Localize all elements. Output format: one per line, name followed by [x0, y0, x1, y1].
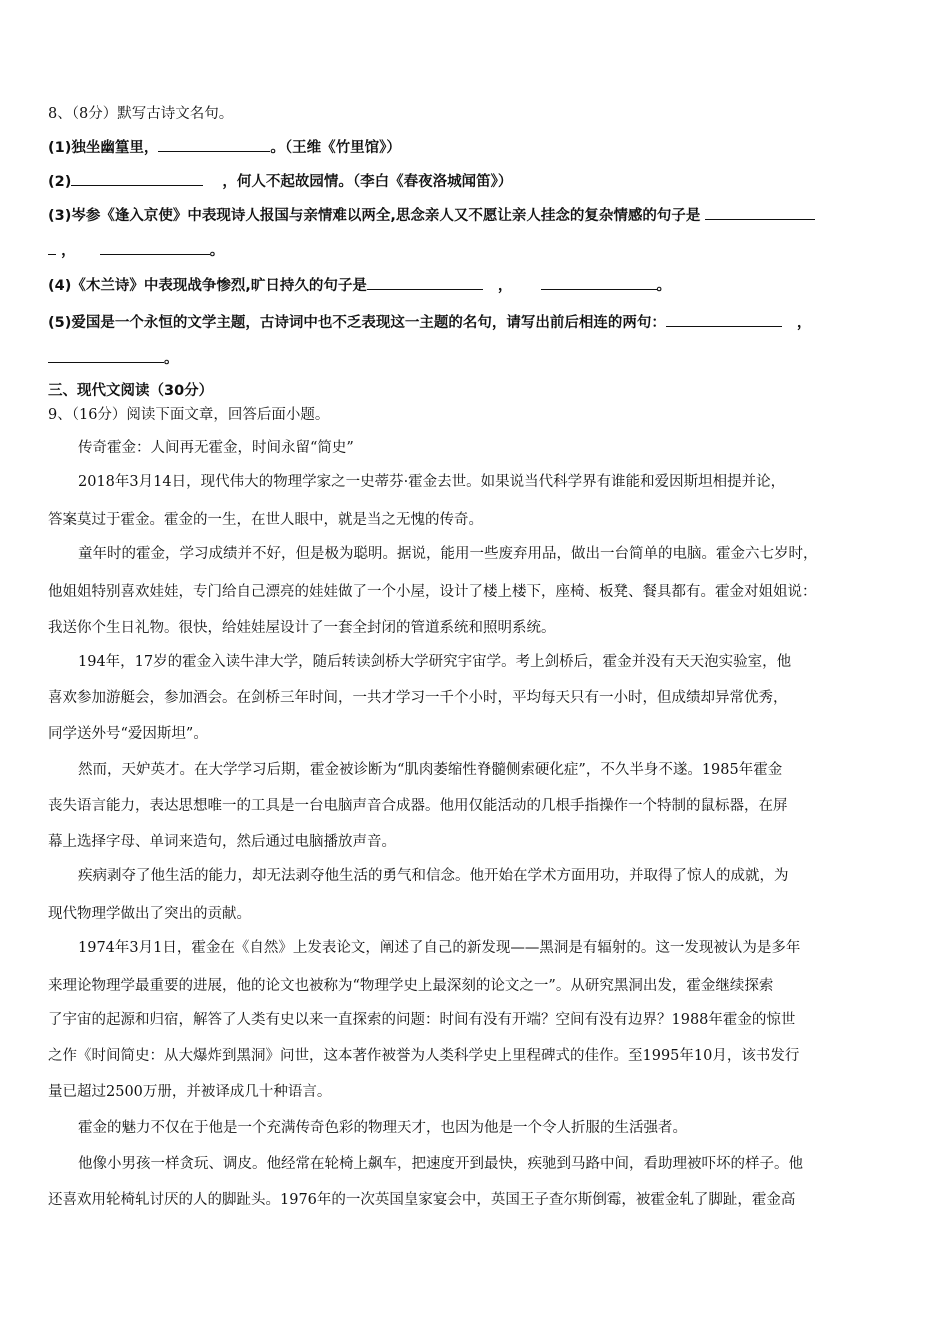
article-line: 幕上选择字母、单词来造句，然后通过电脑播放声音。	[48, 834, 396, 850]
q8-line-3: (3)岑参《逢入京使》中表现诗人报国与亲情难以两全,思念亲人又不愿让亲人挂念的复杂情感的句子是	[48, 205, 815, 226]
answer-blank[interactable]	[100, 240, 210, 255]
article-line: 然而，天妒英才。在大学学习后期，霍金被诊断为“肌肉萎缩性脊髓侧索硬化症”，不久半身不遂。1985年霍金	[78, 762, 783, 778]
article-line: 量已超过2500万册，并被译成几十种语言。	[48, 1084, 332, 1100]
answer-blank[interactable]	[48, 348, 164, 363]
answer-blank[interactable]	[705, 205, 815, 220]
answer-blank[interactable]	[48, 240, 56, 255]
article-line: 来理论物理学最重要的进展，他的论文也被称为“物理学史上最深刻的论文之一”。从研究黑洞出发，霍金继续探索	[48, 978, 774, 994]
section-heading: 三、现代文阅读（30分）	[48, 383, 214, 399]
article-line: 现代物理学做出了突出的贡献。	[48, 906, 251, 922]
article-title: 传奇霍金：人间再无霍金，时间永留“简史”	[78, 440, 354, 456]
article-line: 2018年3月14日，现代伟大的物理学家之一史蒂芬·霍金去世。如果说当代科学界有谁能和爱因斯坦相提并论，	[78, 474, 786, 490]
article-line: 了宇宙的起源和归宿，解答了人类有史以来一直探索的问题：时间有没有开端？空间有没有边界？1988年霍金的惊世	[48, 1012, 796, 1028]
article-line: 他姐姐特别喜欢娃娃，专门给自己漂亮的娃娃做了一个小屋，设计了楼上楼下，座椅、板凳、餐具都有。霍金对姐姐说：	[48, 584, 817, 600]
answer-blank[interactable]	[541, 275, 657, 290]
answer-blank[interactable]	[71, 171, 203, 186]
article-line: 同学送外号“爱因斯坦”。	[48, 726, 208, 742]
q9-header: 9、（16分）阅读下面文章，回答后面小题。	[48, 407, 330, 423]
article-line: 194年，17岁的霍金入读牛津大学，随后转读剑桥大学研究宇宙学。考上剑桥后，霍金并没有天天泡实验室，他	[78, 654, 792, 670]
article-line: 霍金的魅力不仅在于他是一个充满传奇色彩的物理天才，也因为他是一个令人折服的生活强者。	[78, 1120, 687, 1136]
q8-line-2: (2) ，何人不起故园情。（李白《春夜洛城闻笛》）	[48, 171, 512, 192]
q8-line-4: (4)《木兰诗》中表现战争惨烈,旷日持久的句子是 ， 。	[48, 275, 671, 296]
answer-blank[interactable]	[666, 312, 782, 327]
article-line: 童年时的霍金，学习成绩并不好，但是极为聪明。据说，能用一些废弃用品，做出一台简单的电脑。霍金六七岁时，	[78, 546, 818, 562]
q8-line-3-cont: ， 。	[48, 240, 224, 261]
answer-blank[interactable]	[158, 137, 270, 152]
article-line: 答案莫过于霍金。霍金的一生，在世人眼中，就是当之无愧的传奇。	[48, 512, 483, 528]
q8-line-5: (5)爱国是一个永恒的文学主题，古诗词中也不乏表现这一主题的名句，请写出前后相连的两句： ，	[48, 312, 811, 333]
article-line: 还喜欢用轮椅轧讨厌的人的脚趾头。1976年的一次英国皇家宴会中，英国王子查尔斯倒霉，被霍金轧了脚趾，霍金高	[48, 1192, 796, 1208]
q8-header: 8、（8分）默写古诗文名句。	[48, 106, 234, 122]
article-line: 他像小男孩一样贪玩、调皮。他经常在轮椅上飙车，把速度开到最快，疾驰到马路中间，看助理被吓坏的样子。他	[78, 1156, 803, 1172]
article-line: 1974年3月1日，霍金在《自然》上发表论文，阐述了自己的新发现——黑洞是有辐射的。这一发现被认为是多年	[78, 940, 801, 956]
article-line: 喜欢参加游艇会，参加酒会。在剑桥三年时间，一共才学习一千个小时，平均每天只有一小时，但成绩却异常优秀，	[48, 690, 788, 706]
q8-line-1: (1)独坐幽篁里， 。（王维《竹里馆》）	[48, 137, 401, 158]
answer-blank[interactable]	[367, 275, 483, 290]
article-line: 之作《时间简史：从大爆炸到黑洞》问世，这本著作被誉为人类科学史上里程碑式的佳作。至1995年10月，该书发行	[48, 1048, 800, 1064]
article-line: 疾病剥夺了他生活的能力，却无法剥夺他生活的勇气和信念。他开始在学术方面用功，并取得了惊人的成就，为	[78, 868, 789, 884]
article-line: 我送你个生日礼物。很快，给娃娃屋设计了一套全封闭的管道系统和照明系统。	[48, 620, 556, 636]
article-line: 丧失语言能力，表达思想唯一的工具是一台电脑声音合成器。他用仅能活动的几根手指操作一个特制的鼠标器，在屏	[48, 798, 788, 814]
q8-line-5-cont: 。	[48, 348, 179, 369]
